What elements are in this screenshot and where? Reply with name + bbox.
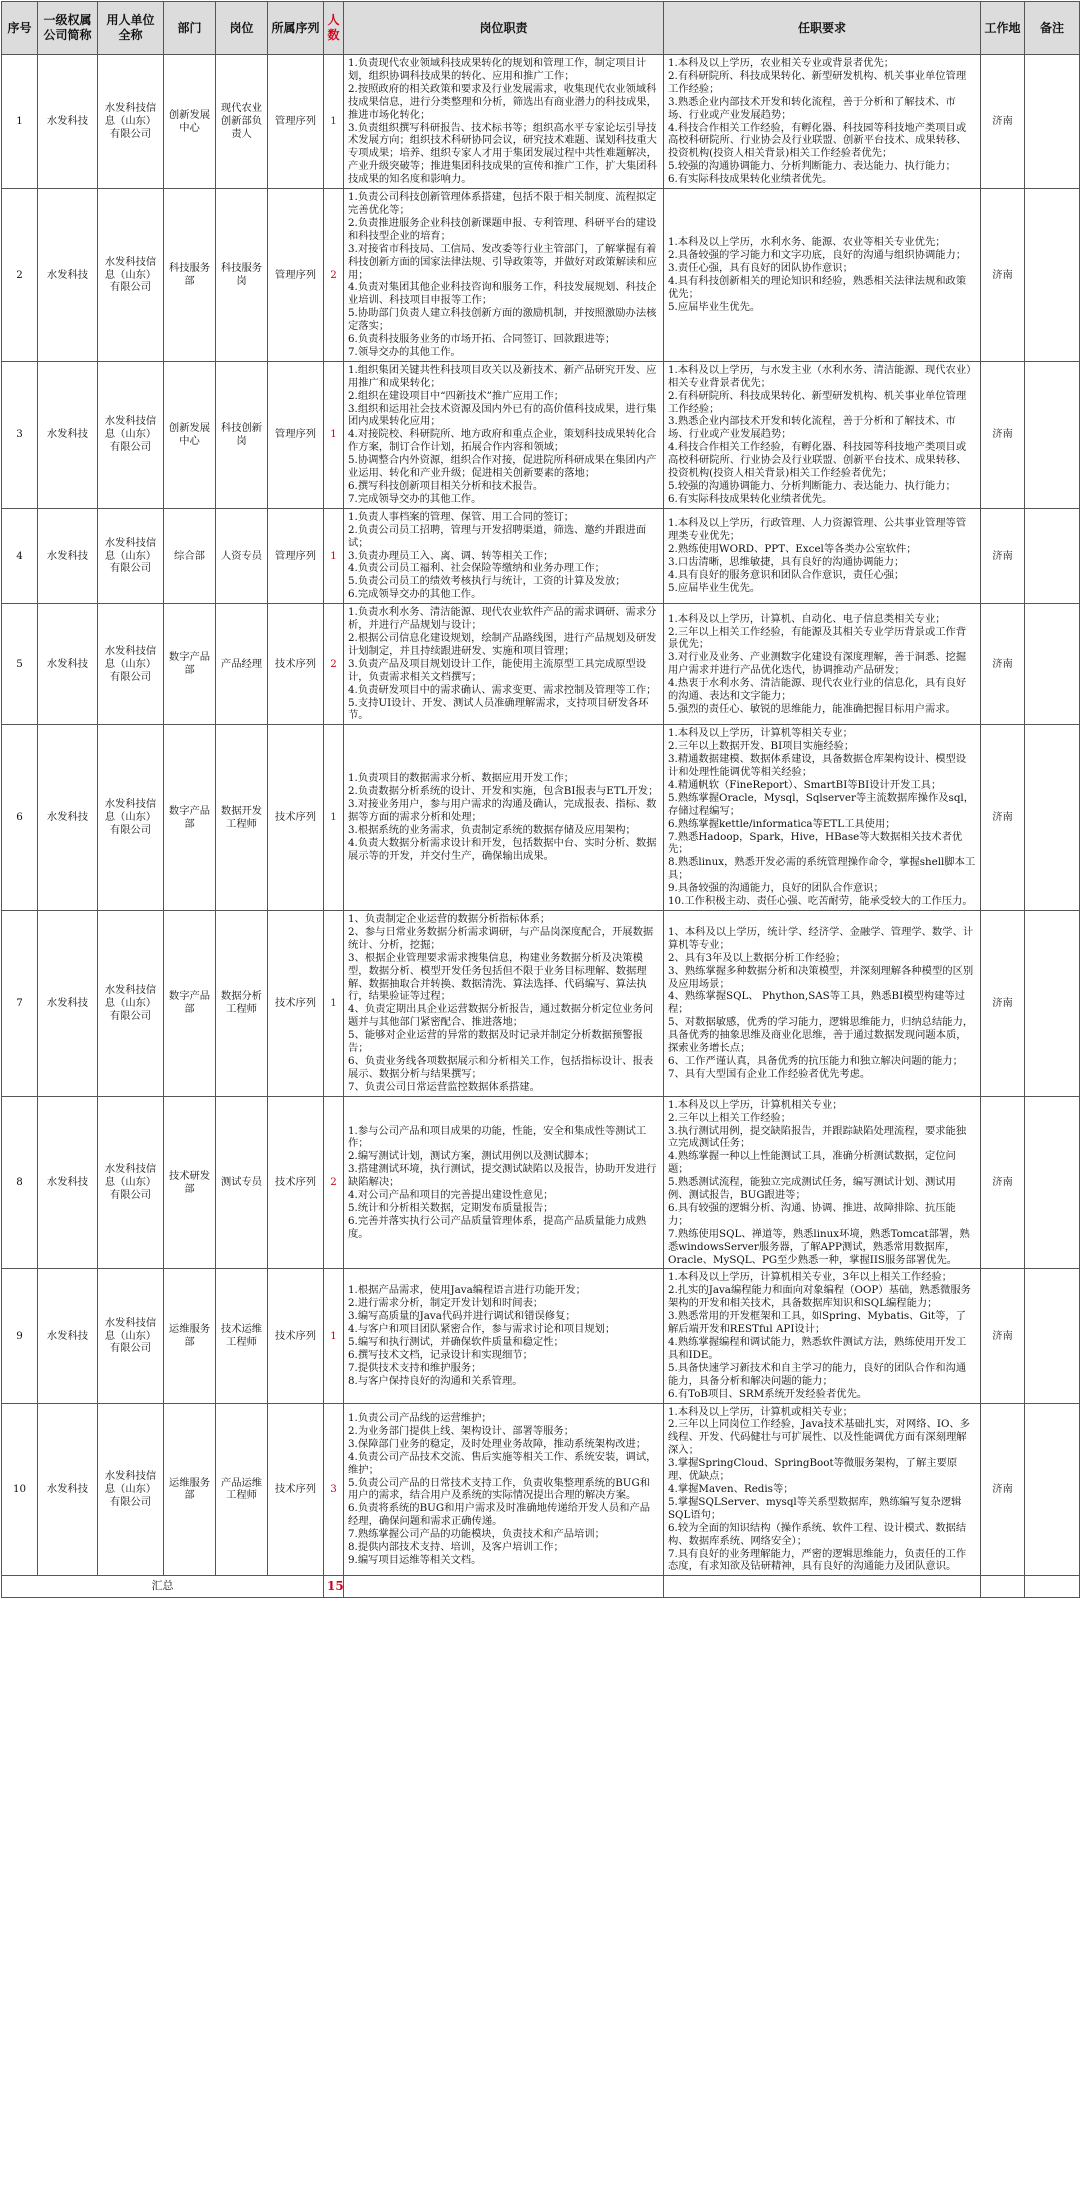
cell-company: 水发科技	[38, 1269, 98, 1403]
requirement-line: 1.本科及以上学历，计算机相关专业；	[668, 1098, 843, 1111]
duty-line: 5.支持UI设计、开发、测试人员准确理解需求，支持项目研发各环节。	[348, 696, 649, 722]
duty-line: 2.编写测试计划，测试方案，测试用例以及测试脚本；	[348, 1150, 595, 1163]
cell-requirements	[664, 1403, 981, 1576]
requirement-line: 5.熟悉测试流程，能独立完成测试任务，编写测试计划、测试用例、测试报告，BUG跟进等；	[668, 1176, 956, 1202]
requirement-line: 4.掌握Maven、Redis等；	[668, 1482, 794, 1495]
requirement-line: 7.具有良好的业务理解能力，严密的逻辑思维能力，负责任的工作态度，有求知欲及钻研精神，具有良好的沟通能力及团队意识。	[668, 1547, 967, 1573]
cell-count: 3	[324, 1403, 344, 1576]
requirement-line: 3.责任心强，具有良好的团队协作意识；	[668, 262, 853, 275]
cell-note	[1025, 911, 1080, 1097]
cell-note	[1025, 361, 1080, 508]
duty-line: 7、负责公司日常运营监控数据体系搭建。	[348, 1080, 540, 1093]
duty-line: 1.负责项目的数据需求分析、数据应用开发工作；	[348, 772, 575, 785]
duty-line: 1.参与公司产品和项目成果的功能，性能，安全和集成性等测试工作；	[348, 1124, 647, 1150]
cell-no: 10	[2, 1403, 38, 1576]
cell-duties	[344, 508, 664, 603]
table-row	[2, 725, 1080, 911]
header-reqs: 任职要求	[664, 2, 981, 55]
duty-line: 3.根据系统的业务需求，负责制定系统的数据存储及应用架构；	[348, 824, 636, 837]
total-count: 15	[324, 1576, 344, 1598]
duty-line: 6.完善并落实执行公司产品质量管理体系，提高产品质量能力成熟度。	[348, 1214, 647, 1240]
duty-line: 1.负责人事档案的管理、保管、用工合同的签订；	[348, 510, 575, 523]
duty-line: 4.负责对集团其他企业科技咨询和服务工作，科技发展规划、科技企业培训、科技项目申报等工作；	[348, 281, 657, 307]
requirement-line: 5、对数据敏感，优秀的学习能力，逻辑思维能力，归纳总结能力，具备优秀的抽象思维及商业化思维，善于通过数据发现问题本质，探索业务增长点；	[668, 1016, 974, 1055]
table-row	[2, 189, 1080, 362]
requirement-line: 1.本科及以上学历，计算机或相关专业；	[668, 1405, 853, 1418]
cell-unit: 水发科技信息（山东）有限公司	[98, 911, 164, 1097]
requirement-line: 5.应届毕业生优先。	[668, 581, 761, 594]
requirement-line: 2.有科研院所、科技成果转化、新型研发机构、机关事业单位管理工作经验；	[668, 389, 967, 415]
requirement-line: 4.熟练掌握一种以上性能测试工具，准确分析测试数据，定位问题；	[668, 1150, 956, 1176]
requirement-line: 6.具有较强的逻辑分析、沟通、协调、推进、故障排除、抗压能力；	[668, 1201, 956, 1227]
cell-post: 科技创新岗	[216, 361, 268, 508]
duty-line: 3.负责办理员工入、离、调、转等相关工作；	[348, 549, 554, 562]
cell-series: 技术序列	[268, 604, 324, 725]
cell-duties	[344, 189, 664, 362]
cell-duties	[344, 1403, 664, 1576]
header-company: 一级权属公司简称	[38, 2, 98, 55]
requirement-line: 5.强烈的责任心、敏锐的思维能力，能准确把握目标用户需求。	[668, 702, 956, 715]
requirement-line: 5.应届毕业生优先。	[668, 300, 761, 313]
duty-line: 5.统计和分析相关数据，定期发布质量报告；	[348, 1201, 554, 1214]
cell-unit: 水发科技信息（山东）有限公司	[98, 189, 164, 362]
total-empty-place	[981, 1576, 1025, 1598]
cell-place: 济南	[981, 508, 1025, 603]
cell-company: 水发科技	[38, 1096, 98, 1269]
requirement-line: 1.本科及以上学历，行政管理、人力资源管理、公共事业管理等管理类专业优先；	[668, 517, 967, 543]
requirement-line: 4.具有良好的服务意识和团队合作意识，责任心强；	[668, 568, 905, 581]
duty-line: 6、负责业务线各项数据展示和分析相关工作，包括指标设计、报表展示、数据分析与结果撰写；	[348, 1054, 654, 1080]
duty-line: 3、根据企业管理要求需求搜集信息，构建业务数据分析及决策模型，数据分析、模型开发任务包括但不限于业务目标理解、数据理解、数据抽取合并转换、数据清洗、算法选择、代码编写、算法执行，结果验证等过程；	[348, 951, 647, 1003]
header-row	[2, 2, 1080, 55]
cell-duties	[344, 55, 664, 189]
total-empty-duties	[344, 1576, 664, 1598]
requirement-line: 4.熟练掌握编程和调试能力，熟悉软件测试方法，熟练使用开发工具和IDE。	[668, 1336, 967, 1361]
requirement-line: 1.本科及以上学历，计算机相关专业，3年以上相关工作经验；	[668, 1271, 953, 1284]
cell-post: 数据分析工程师	[216, 911, 268, 1097]
cell-count: 2	[324, 1096, 344, 1269]
requirement-line: 2.三年以上数据开发、BI项目实施经验；	[668, 740, 855, 753]
cell-dept: 创新发展中心	[164, 361, 216, 508]
requirement-line: 5.掌握SQLServer、mysql等关系型数据库，熟练编写复杂逻辑SQL语句；	[668, 1495, 962, 1521]
cell-unit: 水发科技信息（山东）有限公司	[98, 1096, 164, 1269]
duty-line: 3.搭建测试环境，执行测试，提交测试缺陷以及报告，协助开发进行缺陷解决；	[348, 1163, 657, 1189]
requirement-line: 1.本科及以上学历，与水发主业（水利水务、清洁能源、现代农业）相关专业背景者优先；	[668, 363, 972, 389]
cell-requirements	[664, 911, 981, 1097]
cell-dept: 数字产品部	[164, 604, 216, 725]
cell-count: 2	[324, 604, 344, 725]
cell-series: 技术序列	[268, 911, 324, 1097]
cell-note	[1025, 725, 1080, 911]
cell-no: 7	[2, 911, 38, 1097]
cell-no: 5	[2, 604, 38, 725]
duty-line: 2.按照政府的相关政策和要求及行业发展需求，收集现代农业领域科技成果信息，进行分类整理和分析，筛选出有商业潜力的科技成果，推进市场化转化；	[348, 82, 657, 121]
duty-line: 2.组织在建设项目中“四新技术”推广应用工作；	[348, 389, 564, 402]
requirement-line: 4、熟练掌握SQL、 Phython,SAS等工具，熟悉BI模型构建等过程；	[668, 990, 965, 1016]
requirement-line: 10.工作积极主动、责任心强、吃苦耐劳，能承受较大的工作压力。	[668, 895, 973, 908]
requirement-line: 2.三年以上同岗位工作经验，Java技术基础扎实，对网络、IO、多线程、开发、代码健壮与可扩展性、以及性能调优方面有深刻理解深入；	[668, 1418, 970, 1457]
cell-post: 数据开发工程师	[216, 725, 268, 911]
duty-line: 4.负责大数据分析需求设计和开发，包括数据中台、实时分析、数据展示等的开发，并交付生产，确保输出成果。	[348, 837, 657, 862]
duty-line: 4.对接院校、科研院所、地方政府和重点企业，策划科技成果转化合作方案，制订合作计划，拓展合作内容和领域；	[348, 428, 657, 454]
requirement-line: 2.有科研院所、科技成果转化、新型研发机构、机关事业单位管理工作经验；	[668, 69, 967, 95]
requirement-line: 6.熟练掌握kettle/informatica等ETL工具使用；	[668, 817, 896, 830]
requirement-line: 2.具备较强的学习能力和文字功底，良好的沟通与组织协调能力；	[668, 249, 967, 262]
duty-line: 1、负责制定企业运营的数据分析指标体系；	[348, 913, 551, 925]
cell-place: 济南	[981, 725, 1025, 911]
cell-no: 4	[2, 508, 38, 603]
duty-line: 7.领导交办的其他工作。	[348, 345, 461, 358]
requirement-line: 9.具备较强的沟通能力，良好的团队合作意识；	[668, 882, 884, 895]
cell-place: 济南	[981, 911, 1025, 1097]
requirement-line: 6.较为全面的知识结构（操作系统、软件工程、设计模式、数据结构、数据库系统、网络安全）；	[668, 1521, 967, 1547]
table-row	[2, 1269, 1080, 1403]
duty-line: 2.进行需求分析，制定开发计划和时间表；	[348, 1297, 544, 1310]
requirement-line: 2.三年以上相关工作经验，有能源及其相关专业学历背景或工作背景优先；	[668, 625, 967, 651]
cell-count: 1	[324, 911, 344, 1097]
recruitment-table	[1, 1, 1080, 1598]
header-duties: 岗位职责	[344, 2, 664, 55]
duty-line: 3.编写高质量的Java代码并进行调试和错误修复；	[348, 1310, 576, 1323]
header-unit: 用人单位全称	[98, 2, 164, 55]
cell-requirements	[664, 189, 981, 362]
table-row	[2, 508, 1080, 603]
requirement-line: 1.本科及以上学历，农业相关专业或背景者优先；	[668, 57, 895, 69]
duty-line: 8.提供内部技术支持、培训，及客户培训工作；	[348, 1541, 564, 1554]
cell-post: 产品经理	[216, 604, 268, 725]
requirement-line: 5.熟练掌握Oracle，Mysql，Sqlserver等主流数据库操作及sql，存储过程编写；	[668, 791, 974, 817]
duty-line: 3.保障部门业务的稳定，及时处理业务故障，推动系统架构改进；	[348, 1437, 647, 1450]
duty-line: 4.对公司产品和项目的完善提出建设性意见；	[348, 1189, 554, 1202]
cell-company: 水发科技	[38, 189, 98, 362]
cell-note	[1025, 1269, 1080, 1403]
requirement-line: 1.本科及以上学历，计算机等相关专业；	[668, 727, 853, 740]
duty-line: 2.负责推进服务企业科技创新课题申报、专利管理、科研平台的建设和科技型企业的培育；	[348, 216, 657, 242]
duty-line: 3.负责组织撰写科研报告、技术标书等；组织高水平专家论坛引导技术发展方向；组织技术科研协同会议，研究技术难题、谋划科技重大专项成果；培养、组织专家人才用于集团发展过程中共性难题解决，产业升级突破等；推进集团科技成果的宣传和推广工作，扩大集团科技成果的知名度和影响力。	[348, 121, 657, 186]
cell-place: 济南	[981, 604, 1025, 725]
cell-duties	[344, 1096, 664, 1269]
cell-series: 技术序列	[268, 725, 324, 911]
requirement-line: 4.精通帆软（FineReport）、SmartBI等BI设计开发工具；	[668, 778, 942, 791]
requirement-line: 6.有实际科技成果转化业绩者优先。	[668, 173, 833, 186]
cell-note	[1025, 189, 1080, 362]
cell-company: 水发科技	[38, 604, 98, 725]
cell-note	[1025, 604, 1080, 725]
cell-duties	[344, 725, 664, 911]
cell-no: 3	[2, 361, 38, 508]
duty-line: 1.负责现代农业领域科技成果转化的规划和管理工作，制定项目计划，组织协调科技成果的转化、应用和推广工作；	[348, 57, 647, 82]
duty-line: 1.负责公司产品线的运营维护；	[348, 1411, 492, 1424]
duty-line: 5、能够对企业运营的异常的数据及时记录并制定分析数据预警报告；	[348, 1029, 643, 1055]
requirement-line: 7、具有大型国有企业工作经验者优先考虑。	[668, 1067, 871, 1080]
duty-line: 5.协助部门负责人建立科技创新方面的激励机制，并按照激励办法核定落实；	[348, 307, 657, 333]
cell-post: 产品运维工程师	[216, 1403, 268, 1576]
requirement-line: 2.扎实的Java编程能力和面向对象编程（OOP）基础，熟悉微服务架构的开发和相关技术，具备数据库知识和SQL编程能力；	[668, 1284, 971, 1310]
requirement-line: 1、本科及以上学历，统计学、经济学、金融学、管理学、数学、计算机等专业；	[668, 925, 974, 951]
cell-dept: 数字产品部	[164, 725, 216, 911]
duty-line: 4、负责定期出具企业运营数据分析报告，通过数据分析定位业务问题并与其他部门紧密配合、推进落地；	[348, 1003, 654, 1029]
cell-series: 管理序列	[268, 55, 324, 189]
duty-line: 7.提供技术支持和维护服务；	[348, 1361, 482, 1374]
table-row	[2, 55, 1080, 189]
table-row	[2, 1096, 1080, 1269]
table-body	[2, 55, 1080, 1576]
duty-line: 2、参与日常业务数据分析需求调研，与产品岗深度配合，开展数据统计、分析，挖掘；	[348, 925, 654, 951]
cell-series: 管理序列	[268, 189, 324, 362]
cell-dept: 运维服务部	[164, 1403, 216, 1576]
cell-count: 1	[324, 55, 344, 189]
duty-line: 2.负责数据分析系统的设计、开发和实施，包含BI报表与ETL开发；	[348, 785, 659, 798]
header-count: 人数	[324, 2, 344, 55]
requirement-line: 7.熟悉Hadoop，Spark，Hive，HBase等大数据相关技术者优先；	[668, 830, 963, 856]
cell-company: 水发科技	[38, 361, 98, 508]
duty-line: 2.根据公司信息化建设规划，绘制产品路线图，进行产品规划及研发计划制定，并且持续跟进研发、实施和项目管理；	[348, 631, 657, 657]
cell-no: 1	[2, 55, 38, 189]
table-row	[2, 361, 1080, 508]
total-empty-reqs	[664, 1576, 981, 1598]
cell-no: 2	[2, 189, 38, 362]
cell-note	[1025, 1403, 1080, 1576]
duty-line: 7.完成领导交办的其他工作。	[348, 492, 482, 505]
cell-note	[1025, 55, 1080, 189]
requirement-line: 8.熟悉linux，熟悉开发必需的系统管理操作命令，掌握shell脚本工具；	[668, 856, 976, 882]
cell-post: 科技服务岗	[216, 189, 268, 362]
cell-duties	[344, 1269, 664, 1403]
cell-no: 8	[2, 1096, 38, 1269]
duty-line: 5.负责公司员工的绩效考核执行与统计，工资的计算及发放；	[348, 575, 626, 588]
requirement-line: 4.科技合作相关工作经验，有孵化器、科技园等科技地产类项目或高校科研院所、行业协会及行业联盟、创新平台技术、成果转移、投资机构(投资人相关背景)相关工作经验者优先；	[668, 121, 967, 160]
cell-requirements	[664, 1269, 981, 1403]
cell-dept: 运维服务部	[164, 1269, 216, 1403]
duty-line: 2.为业务部门提供上线、架构设计、部署等服务；	[348, 1424, 575, 1437]
cell-duties	[344, 911, 664, 1097]
header-dept: 部门	[164, 2, 216, 55]
cell-series: 管理序列	[268, 508, 324, 603]
duty-line: 4.与客户和项目团队紧密合作，参与需求讨论和项目规划；	[348, 1323, 616, 1336]
total-empty-note	[1025, 1576, 1080, 1598]
requirement-line: 5.具备快速学习新技术和自主学习的能力，良好的团队合作和沟通能力，具备分析和解决问题的能力；	[668, 1361, 967, 1387]
cell-series: 技术序列	[268, 1403, 324, 1576]
cell-requirements	[664, 55, 981, 189]
duty-line: 3.对接省市科技局、工信局、发改委等行业主管部门，了解掌握有着科技创新方面的国家法律法规、引导政策等，并做好对政策解读和应用；	[348, 242, 657, 281]
cell-unit: 水发科技信息（山东）有限公司	[98, 55, 164, 189]
header-note: 备注	[1025, 2, 1080, 55]
duty-line: 6.负责科技服务业务的市场开拓、合同签订、回款跟进等；	[348, 333, 616, 346]
duty-line: 6.完成领导交办的其他工作。	[348, 588, 482, 601]
cell-dept: 科技服务部	[164, 189, 216, 362]
duty-line: 6.撰写科技创新项目相关分析和技术报告。	[348, 480, 544, 492]
requirement-line: 2.熟练使用WORD、PPT、Excel等各类办公室软件；	[668, 543, 917, 556]
cell-company: 水发科技	[38, 55, 98, 189]
duty-line: 5.协调整合内外资源，组织合作对接，促进院所科研成果在集团内产业运用、转化和产业升级；促进相关创新要素的落地；	[348, 454, 657, 480]
requirement-line: 3.精通数据建模、数据体系建设，具备数据仓库架构设计、模型设计和处理性能调优等相关经验；	[668, 753, 967, 779]
requirement-line: 3.熟悉常用的开发框架和工具，如Spring、Mybatis、Git等，了解后端开发和RESTful API设计；	[668, 1310, 967, 1336]
requirement-line: 7.熟练使用SQL、禅道等，熟悉linux环境，熟悉Tomcat部署，熟悉windowsServer服务器，了解APP测试，熟悉常用数据库，Oracle、MySQL、PG至少熟悉一种，掌握IIS服务部署优先。	[668, 1227, 970, 1266]
total-label: 汇总	[2, 1576, 324, 1598]
header-place: 工作地	[981, 2, 1025, 55]
duty-line: 3.组织和运用社会技术资源及国内外已有的高价值科技成果，进行集团内成果转化应用；	[348, 402, 657, 428]
duty-line: 2.负责公司员工招聘，管理与开发招聘渠道，筛选、邀约并跟进面试；	[348, 523, 647, 549]
cell-place: 济南	[981, 1403, 1025, 1576]
header-no: 序号	[2, 2, 38, 55]
total-row	[2, 1576, 1080, 1598]
requirement-line: 4.科技合作相关工作经验，有孵化器、科技园等科技地产类项目或高校科研院所、行业协会及行业联盟、创新平台技术、成果转移、投资机构(投资人相关背景)相关工作经验者优先；	[668, 441, 967, 480]
requirement-line: 3.掌握SpringCloud、SpringBoot等微服务架构，了解主要原理、优缺点；	[668, 1457, 958, 1483]
cell-place: 济南	[981, 1096, 1025, 1269]
duty-line: 7.熟练掌握公司产品的功能模块，负责技术和产品培训；	[348, 1528, 605, 1541]
requirement-line: 1.本科及以上学历，计算机、自动化、电子信息类相关专业；	[668, 612, 946, 625]
requirement-line: 3.熟悉企业内部技术开发和转化流程，善于分析和了解技术、市场、行业或产业发展趋势；	[668, 95, 956, 121]
cell-dept: 数字产品部	[164, 911, 216, 1097]
cell-place: 济南	[981, 1269, 1025, 1403]
table-row	[2, 911, 1080, 1097]
cell-company: 水发科技	[38, 1403, 98, 1576]
cell-series: 管理序列	[268, 361, 324, 508]
cell-series: 技术序列	[268, 1269, 324, 1403]
duty-line: 5.编写和执行测试，并确保软件质量和稳定性；	[348, 1336, 564, 1348]
cell-count: 1	[324, 508, 344, 603]
cell-count: 1	[324, 1269, 344, 1403]
duty-line: 8.与客户保持良好的沟通和关系管理。	[348, 1374, 523, 1387]
duty-line: 6.负责将系统的BUG和用户需求及时准确地传递给开发人员和产品经理，确保问题和需求正确传递。	[348, 1502, 651, 1528]
requirement-line: 5.较强的沟通协调能力、分析判断能力、表达能力、执行能力；	[668, 480, 956, 492]
cell-requirements	[664, 604, 981, 725]
requirement-line: 3.对行业及业务、产业测数字化建设有深度理解，善于洞悉、挖掘用户需求并进行产品优化迭代，协调推动产品研发；	[668, 651, 967, 677]
cell-requirements	[664, 361, 981, 508]
duty-line: 1.负责水利水务、清洁能源、现代农业软件产品的需求调研、需求分析，并进行产品规划与设计；	[348, 606, 657, 632]
header-series: 所属序列	[268, 2, 324, 55]
duty-line: 4.负责公司产品技术交流、售后实施等相关工作、系统安装，调试，维护；	[348, 1450, 657, 1476]
requirement-line: 4.热衷于水利水务、清洁能源、现代农业行业的信息化，具有良好的沟通、表达和文字能力；	[668, 677, 967, 703]
requirement-line: 2、具有3年及以上数据分析工作经验；	[668, 951, 846, 964]
cell-requirements	[664, 725, 981, 911]
requirement-line: 3.口齿清晰，思维敏捷，具有良好的沟通协调能力；	[668, 555, 905, 568]
duty-line: 3.负责产品及项目规划设计工作，能使用主流原型工具完成原型设计，负责需求相关文档撰写；	[348, 657, 647, 683]
requirement-line: 1.本科及以上学历，水利水务、能源、农业等相关专业优先；	[668, 236, 946, 249]
cell-dept: 创新发展中心	[164, 55, 216, 189]
cell-company: 水发科技	[38, 911, 98, 1097]
cell-place: 济南	[981, 55, 1025, 189]
cell-unit: 水发科技信息（山东）有限公司	[98, 1269, 164, 1403]
duty-line: 4.负责研发项目中的需求确认、需求变更、需求控制及管理等工作；	[348, 683, 657, 696]
header-post: 岗位	[216, 2, 268, 55]
cell-unit: 水发科技信息（山东）有限公司	[98, 1403, 164, 1576]
cell-requirements	[664, 1096, 981, 1269]
requirement-line: 3.熟悉企业内部技术开发和转化流程，善于分析和了解技术、市场、行业或产业发展趋势；	[668, 415, 956, 441]
cell-post: 人资专员	[216, 508, 268, 603]
cell-company: 水发科技	[38, 725, 98, 911]
requirement-line: 2.三年以上相关工作经验；	[668, 1111, 792, 1124]
duty-line: 6.撰写技术文档，记录设计和实现细节；	[348, 1348, 533, 1361]
requirement-line: 5.较强的沟通协调能力、分析判断能力、表达能力、执行能力；	[668, 160, 956, 173]
cell-count: 2	[324, 189, 344, 362]
cell-post: 现代农业创新部负责人	[216, 55, 268, 189]
duty-line: 9.编写项目运维等相关文档。	[348, 1553, 482, 1566]
requirement-line: 6.有ToB项目、SRM系统开发经验者优先。	[668, 1387, 868, 1400]
cell-place: 济南	[981, 189, 1025, 362]
requirement-line: 6、工作严谨认真，具备优秀的抗压能力和独立解决问题的能力；	[668, 1054, 963, 1067]
cell-duties	[344, 361, 664, 508]
cell-post: 技术运维工程师	[216, 1269, 268, 1403]
cell-series: 技术序列	[268, 1096, 324, 1269]
cell-no: 9	[2, 1269, 38, 1403]
cell-company: 水发科技	[38, 508, 98, 603]
duty-line: 1.组织集团关键共性科技项目攻关以及新技术、新产品研究开发、应用推广和成果转化；	[348, 363, 657, 389]
cell-unit: 水发科技信息（山东）有限公司	[98, 508, 164, 603]
requirement-line: 3、熟练掌握多种数据分析和决策模型，并深刻理解各种模型的区别及应用场景；	[668, 964, 974, 990]
duty-line: 5.负责公司产品的日常技术支持工作，负责收集整理系统的BUG和用户的需求，结合用户及系统的实际情况提出合理的解决方案。	[348, 1476, 651, 1502]
cell-no: 6	[2, 725, 38, 911]
cell-unit: 水发科技信息（山东）有限公司	[98, 725, 164, 911]
cell-note	[1025, 508, 1080, 603]
cell-count: 1	[324, 725, 344, 911]
cell-dept: 技术研发部	[164, 1096, 216, 1269]
table-row	[2, 1403, 1080, 1576]
cell-post: 测试专员	[216, 1096, 268, 1269]
cell-requirements	[664, 508, 981, 603]
cell-unit: 水发科技信息（山东）有限公司	[98, 361, 164, 508]
cell-duties	[344, 604, 664, 725]
requirement-line: 6.有实际科技成果转化业绩者优先。	[668, 492, 833, 505]
duty-line: 3.对接业务用户，参与用户需求的沟通及确认，完成报表、指标、数据等方面的需求分析和处理；	[348, 798, 657, 824]
cell-dept: 综合部	[164, 508, 216, 603]
cell-place: 济南	[981, 361, 1025, 508]
duty-line: 4.负责公司员工福利、社会保险等缴纳和业务办理工作；	[348, 562, 605, 575]
cell-note	[1025, 1096, 1080, 1269]
duty-line: 1.根据产品需求，使用Java编程语言进行功能开发；	[348, 1284, 586, 1297]
requirement-line: 4.具有科技创新相关的理论知识和经验，熟悉相关法律法规和政策优先；	[668, 274, 967, 300]
duty-line: 1.负责公司科技创新管理体系搭建，包括不限于相关制度、流程拟定完善优化等；	[348, 191, 657, 216]
table-row	[2, 604, 1080, 725]
cell-unit: 水发科技信息（山东）有限公司	[98, 604, 164, 725]
requirement-line: 3.执行测试用例，提交缺陷报告，并跟踪缺陷处理流程，要求能独立完成测试任务；	[668, 1124, 967, 1150]
cell-count: 1	[324, 361, 344, 508]
